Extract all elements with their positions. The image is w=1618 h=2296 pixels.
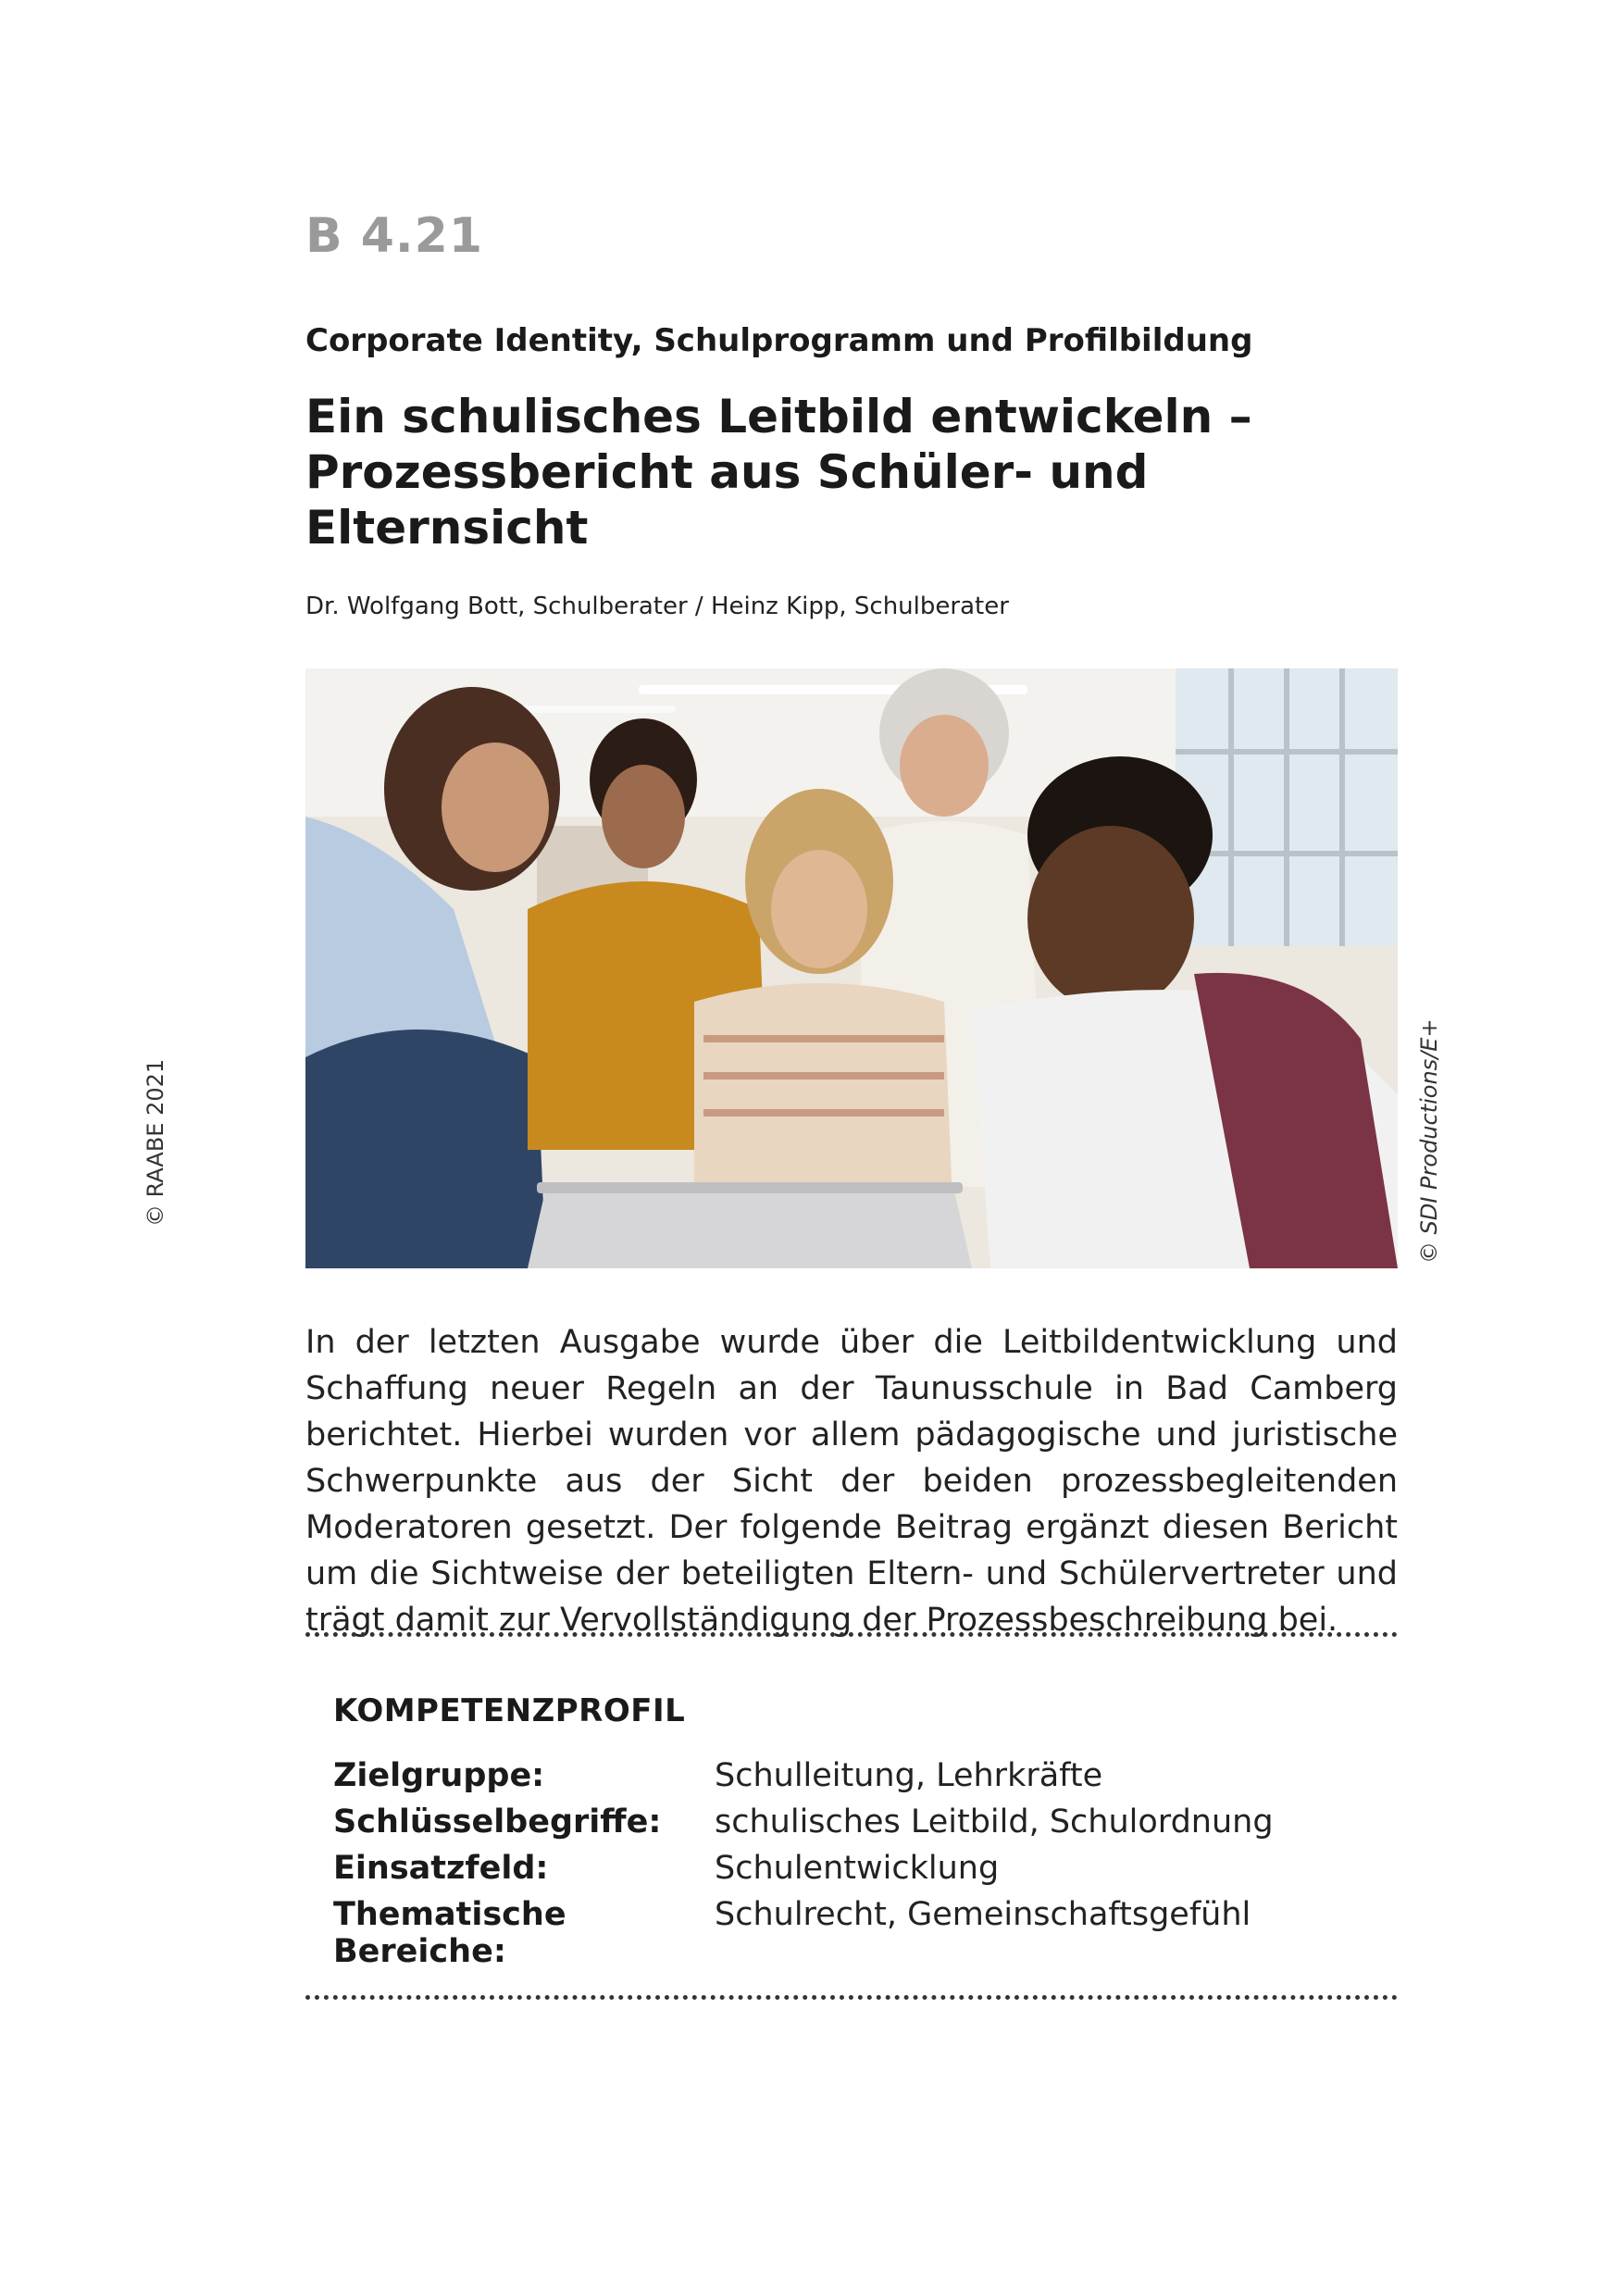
row-label: Zielgruppe: bbox=[333, 1757, 545, 1794]
row-value: schulisches Leitbild, Schulordnung bbox=[715, 1803, 1274, 1841]
kompetenzprofil-heading: KOMPETENZPROFIL bbox=[333, 1692, 686, 1729]
title-line-1: Ein schulisches Leitbild entwickeln – bbox=[305, 390, 1252, 443]
row-value: Schulentwicklung bbox=[715, 1850, 1000, 1887]
photo-credit: © SDI Productions/E+ bbox=[1416, 1018, 1442, 1264]
kompetenzprofil-row bbox=[333, 1803, 1351, 1850]
row-label: Schlüsselbegriffe: bbox=[333, 1803, 662, 1841]
kompetenzprofil-row bbox=[333, 1896, 1351, 1970]
dotted-divider-top bbox=[305, 1632, 1398, 1637]
intro-paragraph: In der letzten Ausgabe wurde über die Leitbildentwicklung und Schaffung neuer Regeln an der Taunusschule in Bad Camberg berichtet. Hierbei wurden vor allem pädagogische und juristische Schwerpunkte aus der Sicht der beiden prozessbegleitenden Moderatoren gesetzt. Der folgende Beitrag ergänzt diesen Bericht um die Sichtweise der beteiligten Eltern- und Schülervertreter und trägt damit zur Vervollständigung der Prozessbeschreibung bei. bbox=[305, 1324, 1398, 1639]
classroom-photo bbox=[305, 668, 1398, 1268]
photo-illustration bbox=[305, 668, 1398, 1268]
dotted-divider-bottom bbox=[305, 1995, 1398, 2000]
series-title: Corporate Identity, Schulprogramm und Profilbildung bbox=[305, 322, 1253, 359]
document-code: B 4.21 bbox=[305, 208, 484, 264]
row-value: Schulrecht, Gemeinschaftsgefühl bbox=[715, 1896, 1251, 1933]
kompetenzprofil-table bbox=[333, 1757, 1351, 1970]
kompetenzprofil-row bbox=[333, 1757, 1351, 1803]
title-line-2: Prozessbericht aus Schüler- und Elternsicht bbox=[305, 445, 1149, 555]
row-value: Schulleitung, Lehrkräfte bbox=[715, 1757, 1103, 1794]
page-title bbox=[305, 389, 1416, 555]
copyright-side-label: © RAABE 2021 bbox=[143, 1058, 168, 1227]
kompetenzprofil-row bbox=[333, 1850, 1351, 1896]
authors: Dr. Wolfgang Bott, Schulberater / Heinz Kipp, Schulberater bbox=[305, 593, 1009, 620]
row-label: Thematische Bereiche: bbox=[333, 1896, 566, 1970]
row-label: Einsatzfeld: bbox=[333, 1850, 549, 1887]
